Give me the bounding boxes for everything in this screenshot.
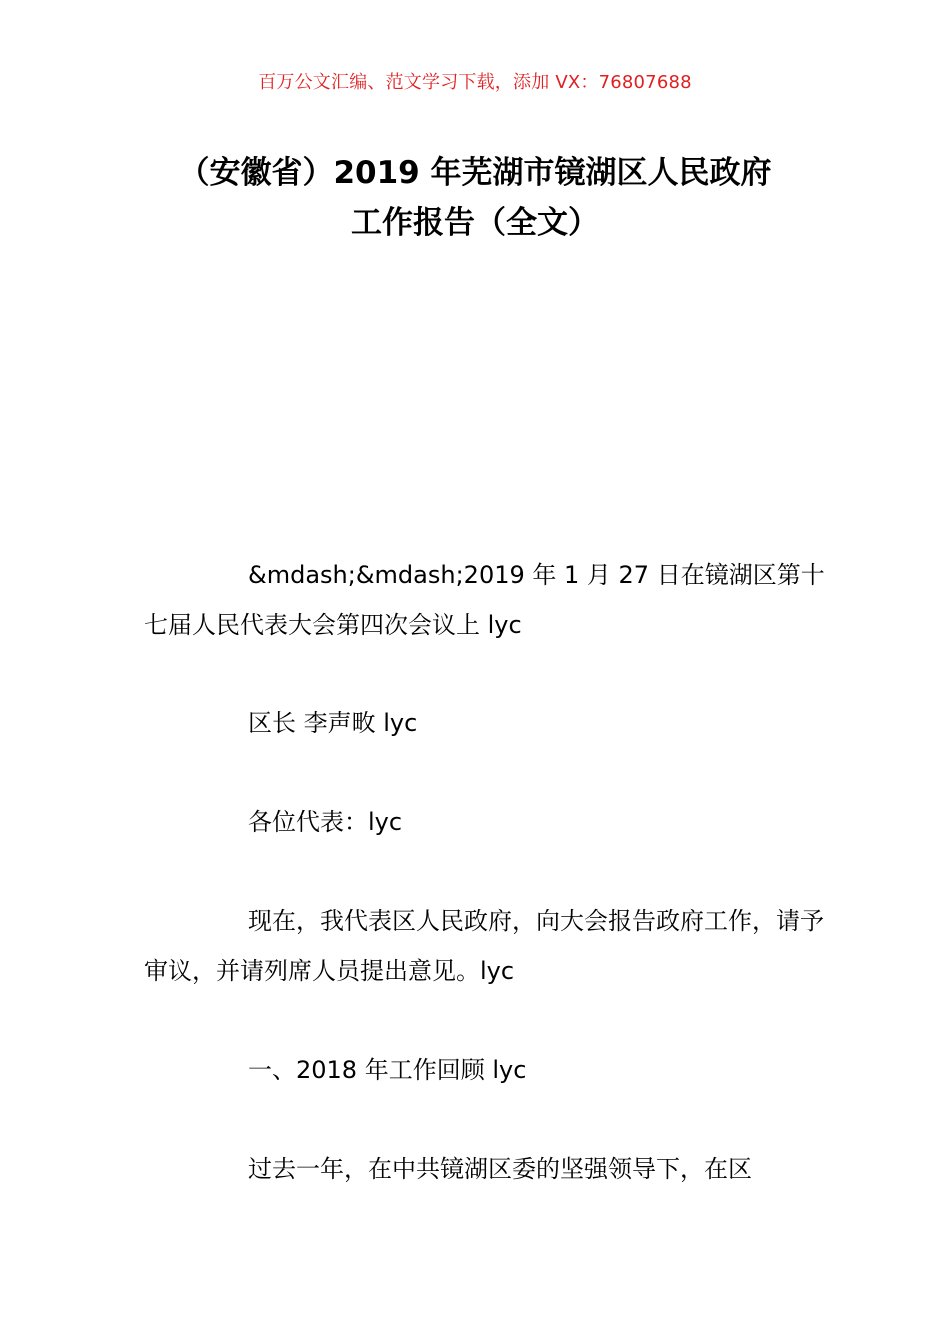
paragraph-text: &mdash;&mdash;2019 年 1 月 27 日在镜湖区第十七届人民代表大会第四次会议上 lyc <box>144 561 825 639</box>
title-line-2: 工作报告（全文） <box>351 205 599 241</box>
paragraph-intro <box>144 896 834 996</box>
paragraph-text: 一、2018 年工作回顾 lyc <box>248 1056 527 1084</box>
paragraph-date-meeting <box>144 550 834 650</box>
section-heading-review <box>144 1045 834 1095</box>
document-title <box>0 148 950 248</box>
title-line-1: （安徽省）2019 年芜湖市镜湖区人民政府 <box>178 155 772 191</box>
paragraph-text: 现在，我代表区人民政府，向大会报告政府工作，请予审议，并请列席人员提出意见。lyc <box>144 907 824 985</box>
paragraph-text: 各位代表：lyc <box>248 808 403 836</box>
paragraph-text: 区长 李声畋 lyc <box>248 709 418 737</box>
paragraph-review-start <box>144 1144 834 1194</box>
paragraph-speaker <box>144 698 834 748</box>
header-watermark-note: 百万公文汇编、范文学习下载，添加 VX：76807688 <box>258 72 692 93</box>
paragraph-text: 过去一年，在中共镜湖区委的坚强领导下，在区 <box>248 1155 752 1183</box>
paragraph-salutation <box>144 797 834 847</box>
